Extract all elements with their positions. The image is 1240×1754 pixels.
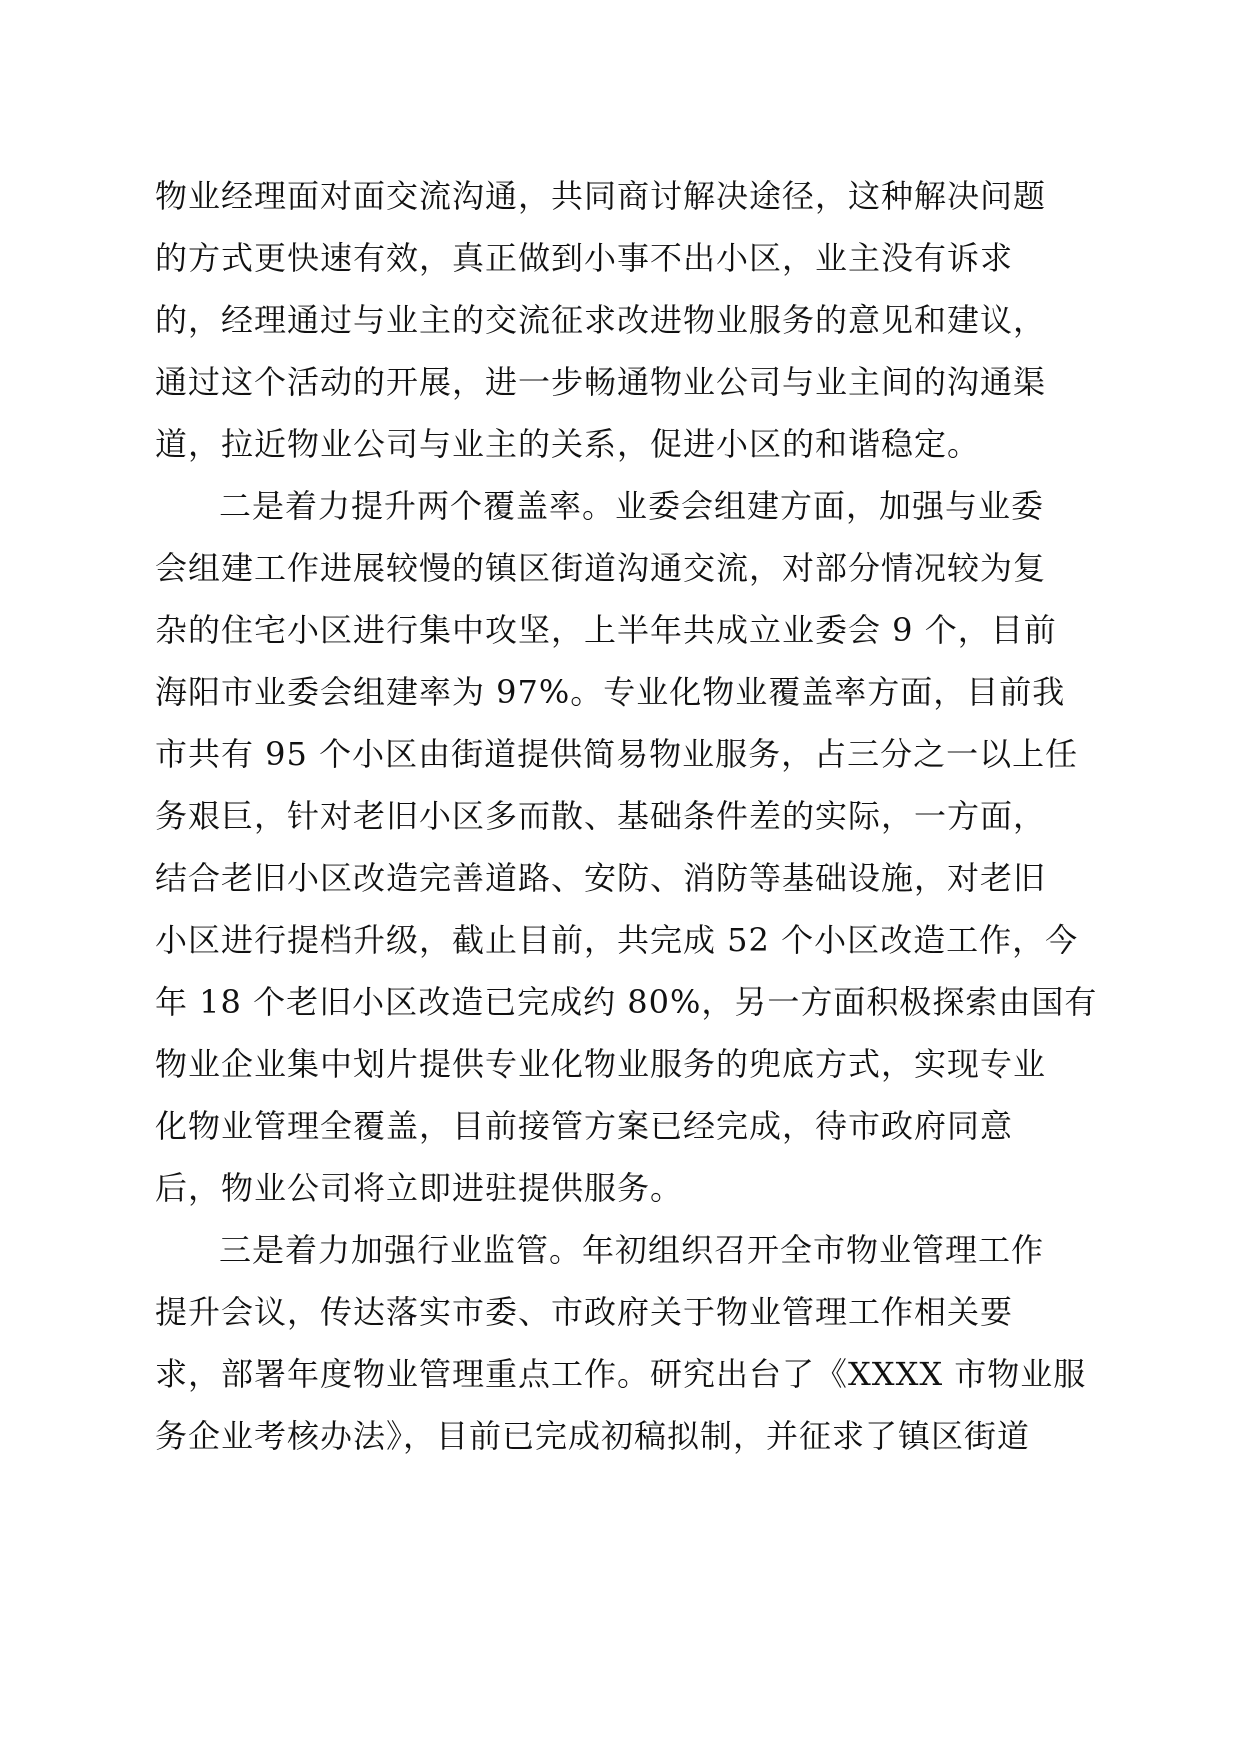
body-text-line: 市共有 95 个小区由街道提供简易物业服务，占三分之一以上任: [155, 735, 1079, 773]
body-text-line: 海阳市业委会组建率为 97%。专业化物业覆盖率方面，目前我: [155, 673, 1066, 711]
paragraph-heading-line: 二是着力提升两个覆盖率。业委会组建方面，加强与业委: [219, 487, 1045, 525]
body-text-line: 的，经理通过与业主的交流征求改进物业服务的意见和建议，: [155, 301, 1047, 339]
body-text-line: 通过这个活动的开展，进一步畅通物业公司与业主间的沟通渠: [155, 363, 1047, 401]
body-text-line: 务艰巨，针对老旧小区多而散、基础条件差的实际，一方面，: [155, 797, 1047, 835]
body-text-line: 求，部署年度物业管理重点工作。研究出台了《XXXX 市物业服: [155, 1355, 1087, 1393]
body-text-line: 小区进行提档升级，截止目前，共完成 52 个小区改造工作，今: [155, 921, 1079, 959]
body-text-line: 物业经理面对面交流沟通，共同商讨解决途径，这种解决问题: [155, 177, 1047, 215]
body-text-line: 务企业考核办法》，目前已完成初稿拟制，并征求了镇区街道: [155, 1417, 1031, 1455]
body-text-line: 会组建工作进展较慢的镇区街道沟通交流，对部分情况较为复: [155, 549, 1047, 587]
body-text-line: 年 18 个老旧小区改造已完成约 80%，另一方面积极探索由国有: [155, 983, 1098, 1021]
body-text-line: 提升会议，传达落实市委、市政府关于物业管理工作相关要: [155, 1293, 1014, 1331]
body-text-line: 杂的住宅小区进行集中攻坚，上半年共成立业委会 9 个，目前: [155, 611, 1057, 649]
body-text-line: 化物业管理全覆盖，目前接管方案已经完成，待市政府同意: [155, 1107, 1014, 1145]
body-text-line: 物业企业集中划片提供专业化物业服务的兜底方式，实现专业: [155, 1045, 1047, 1083]
paragraph-heading-line: 三是着力加强行业监管。年初组织召开全市物业管理工作: [219, 1231, 1045, 1269]
body-text-line: 的方式更快速有效，真正做到小事不出小区，业主没有诉求: [155, 239, 1014, 277]
body-text-line: 道，拉近物业公司与业主的关系，促进小区的和谐稳定。: [155, 425, 981, 463]
body-text-line: 结合老旧小区改造完善道路、安防、消防等基础设施，对老旧: [155, 859, 1047, 897]
body-text-line: 后，物业公司将立即进驻提供服务。: [155, 1169, 684, 1207]
